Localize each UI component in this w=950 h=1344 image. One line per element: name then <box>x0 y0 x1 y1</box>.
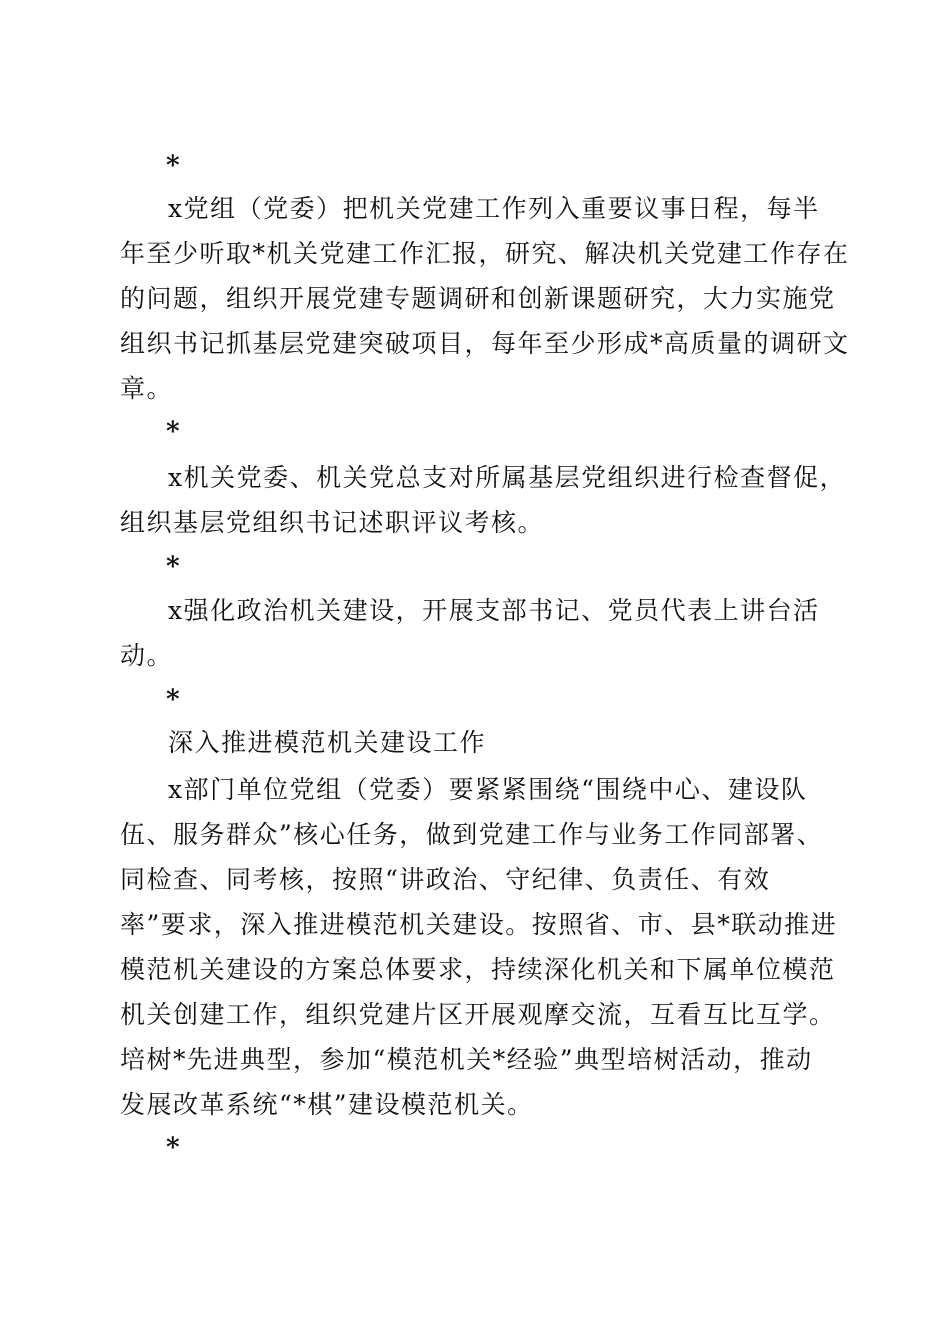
text-line: 动。 <box>120 641 174 670</box>
text-line: 率”要求，深入推进模范机关建设。按照省、市、县*联动推进 <box>120 910 838 939</box>
text-line: 发展改革系统“*棋”建设模范机关。 <box>120 1090 534 1119</box>
section-marker: * <box>166 417 180 447</box>
text-line: 模范机关建设的方案总体要求，持续深化机关和下属单位模范 <box>120 955 836 984</box>
text-line: x党组（党委）把机关党建工作列入重要议事日程，每半 <box>168 194 820 223</box>
text-line: 培树*先进典型，参加“模范机关*经验”典型培树活动，推动 <box>120 1045 813 1074</box>
section-marker: * <box>166 151 180 181</box>
text-line: 章。 <box>120 374 174 403</box>
text-line: 组织基层党组织书记述职评议考核。 <box>120 508 545 537</box>
section-marker: * <box>166 685 180 715</box>
section-heading: 深入推进模范机关建设工作 <box>168 728 487 757</box>
text-line: x部门单位党组（党委）要紧紧围绕“围绕中心、建设队 <box>168 775 808 804</box>
text-line: x强化政治机关建设，开展支部书记、党员代表上讲台活 <box>168 596 820 625</box>
text-line: 组织书记抓基层党建突破项目，每年至少形成*高质量的调研文 <box>120 329 850 358</box>
text-line: 同检查、同考核，按照“讲政治、守纪律、负责任、有效 <box>120 865 771 894</box>
text-line: x机关党委、机关党总支对所属基层党组织进行检查督促， <box>168 463 847 492</box>
text-line: 的问题，组织开展党建专题调研和创新课题研究，大力实施党 <box>120 284 836 313</box>
text-line: 伍、服务群众”核心任务，做到党建工作与业务工作同部署、 <box>120 820 824 849</box>
section-marker: * <box>166 1133 180 1163</box>
paragraph-4 <box>120 767 840 1127</box>
paragraph-3 <box>120 588 840 678</box>
paragraph-2 <box>120 455 847 545</box>
section-heading-block <box>120 720 840 765</box>
text-line: 机关创建工作，组织党建片区开展观摩交流，互看互比互学。 <box>120 1000 836 1029</box>
text-line: 年至少听取*机关党建工作汇报，研究、解决机关党建工作存在 <box>120 239 850 268</box>
paragraph-1 <box>120 186 850 411</box>
section-marker: * <box>166 552 180 582</box>
